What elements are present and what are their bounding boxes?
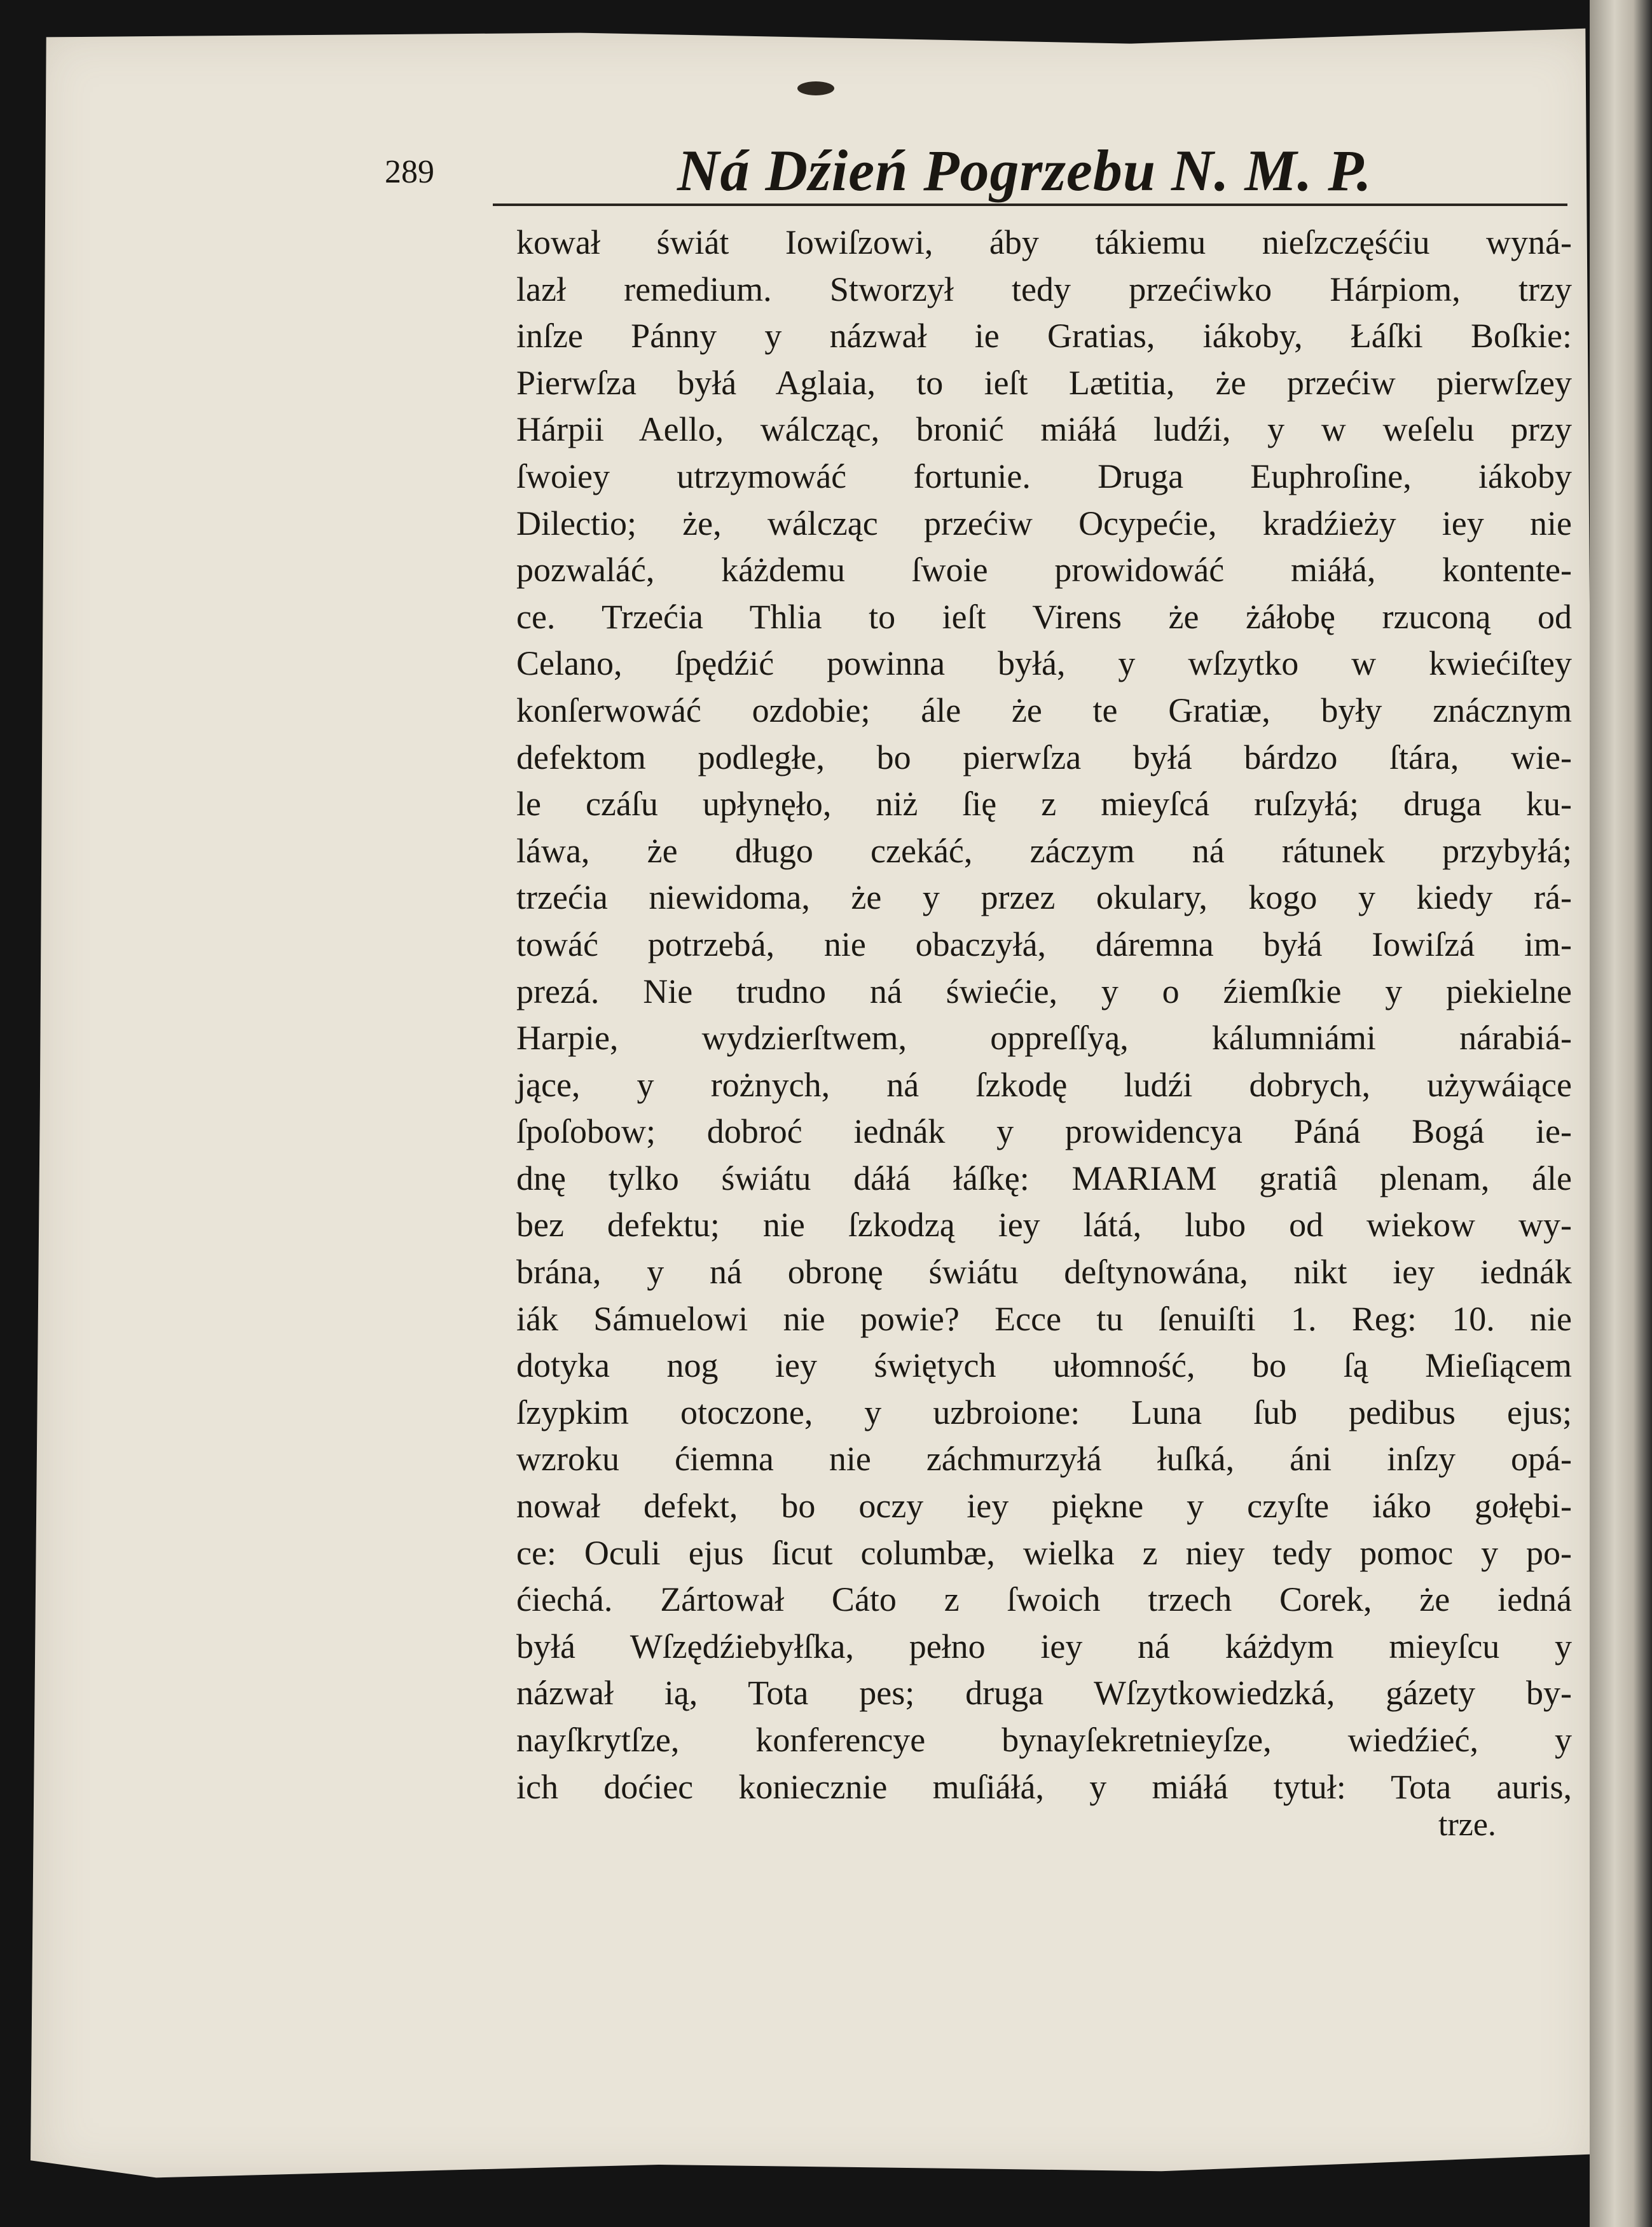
text-line: prezá. Nie trudno ná świećie, y o źiemſkie y piekielne bbox=[516, 972, 1572, 1010]
text-line: jące, y rożnych, ná ſzkodę ludźi dobrych, używáiące bbox=[516, 1065, 1572, 1104]
text-line: bez defektu; nie ſzkodzą iey látá, lubo od wiekow wy- bbox=[516, 1206, 1572, 1244]
text-line: Dilectio; że, wálcząc przećiw Ocypećie, kradźieży iey nie bbox=[516, 504, 1572, 542]
page-header bbox=[385, 137, 1593, 207]
text-line: ce: Oculi ejus ſicut columbæ, wielka z niey tedy pomoc y po- bbox=[516, 1533, 1572, 1572]
text-line: wzroku ćiemna nie záchmurzyłá łuſká, áni inſzy opá- bbox=[516, 1440, 1572, 1479]
page-number: 289 bbox=[385, 154, 434, 190]
text-line: dnę tylko świátu dáłá łáſkę: MARIAM gratiâ plenam, ále bbox=[516, 1159, 1572, 1197]
text-line: ſpoſobow; dobroć iednák y prowidencya Páná Bogá ie- bbox=[516, 1112, 1572, 1151]
text-line: názwał ią, Tota pes; druga Wſzytkowiedzká, gázety by- bbox=[516, 1674, 1572, 1713]
body-text bbox=[516, 219, 1572, 1810]
text-line: iák Sámuelowi nie powie? Ecce tu ſenuiſti 1. Reg: 10. nie bbox=[516, 1299, 1572, 1338]
text-line: Celano, ſpędźić powinna byłá, y wſzytko w kwiećiſtey bbox=[516, 644, 1572, 683]
text-line: ſwoiey utrzymowáć fortunie. Druga Euphroſine, iákoby bbox=[516, 457, 1572, 495]
text-line: defektom podległe, bo pierwſza byłá bárdzo ſtára, wie- bbox=[516, 738, 1572, 776]
text-line: towáć potrzebá, nie obaczyłá, dáremna byłá Iowiſzá im- bbox=[516, 925, 1572, 963]
running-title: Ná Dźień Pogrzebu N. M. P. bbox=[677, 138, 1372, 203]
text-line: pozwaláć, káżdemu ſwoie prowidowáć miáłá, kontente- bbox=[516, 551, 1572, 590]
text-line: ich doćiec koniecznie muſiáłá, y miáłá tytuł: Tota auris, bbox=[516, 1767, 1572, 1806]
ink-blot bbox=[797, 81, 834, 95]
text-line: ce. Trzećia Thlia to ieſt Virens że żáłobę rzuconą od bbox=[516, 597, 1572, 636]
text-line: lazł remedium. Stworzył tedy przećiwko Hárpiom, trzy bbox=[516, 270, 1572, 308]
text-line: kował świát Iowiſzowi, áby tákiemu nieſzczęśćiu wyná- bbox=[516, 223, 1572, 261]
text-line: Pierwſza byłá Aglaia, to ieſt Lætitia, że przećiw pierwſzey bbox=[516, 363, 1572, 402]
text-line: dotyka nog iey świętych ułomność, bo ſą Mieſiącem bbox=[516, 1346, 1572, 1385]
text-line: konſerwowáć ozdobie; ále że te Gratiæ, były znácznym bbox=[516, 691, 1572, 729]
catchword: trze. bbox=[1438, 1807, 1496, 1843]
text-line: nował defekt, bo oczy iey piękne y czyſte iáko gołębi- bbox=[516, 1487, 1572, 1526]
text-line: Hárpii Aello, wálcząc, bronić miáłá ludźi, y w weſelu przy bbox=[516, 410, 1572, 449]
text-line: brána, y ná obronę świátu deſtynowána, nikt iey iednák bbox=[516, 1253, 1572, 1292]
text-line: Harpie, wydzierſtwem, oppreſſyą, kálumniámi nárabiá- bbox=[516, 1019, 1572, 1058]
book-spine-edge bbox=[1590, 0, 1652, 2227]
text-line: inſze Pánny y názwał ie Gratias, iákoby, Łáſki Boſkie: bbox=[516, 317, 1572, 355]
text-line: ſzypkim otoczone, y uzbroione: Luna ſub pedibus ejus; bbox=[516, 1393, 1572, 1431]
text-line: trzećia niewidoma, że y przez okulary, kogo y kiedy rá- bbox=[516, 878, 1572, 917]
text-line: ćiechá. Zártował Cáto z ſwoich trzech Corek, że iedná bbox=[516, 1580, 1572, 1619]
text-line: láwa, że długo czekáć, záczym ná rátunek przybyłá; bbox=[516, 831, 1572, 870]
text-line: le czáſu upłynęło, niż ſię z mieyſcá ruſzyłá; druga ku- bbox=[516, 785, 1572, 824]
text-line: nayſkrytſze, konferencye bynayſekretnieyſze, wiedźieć, y bbox=[516, 1721, 1572, 1759]
text-line: byłá Wſzędźiebyłſka, pełno iey ná káżdym mieyſcu y bbox=[516, 1627, 1572, 1665]
header-rule bbox=[493, 203, 1567, 206]
